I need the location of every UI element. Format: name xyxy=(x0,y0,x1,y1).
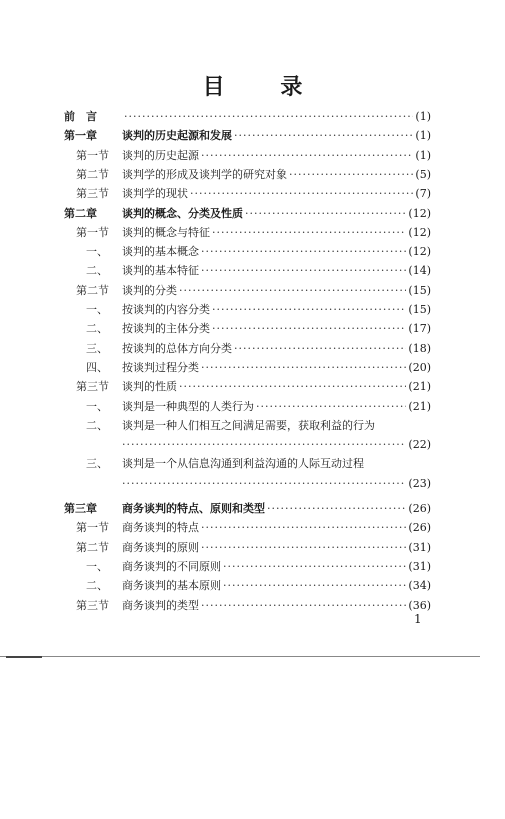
toc-entry-label: 第三节 xyxy=(76,187,109,201)
toc-entry-continuation xyxy=(122,475,431,493)
toc-entry[interactable] xyxy=(64,262,431,280)
toc-entry-title: 谈判的基本概念 xyxy=(122,245,199,259)
toc-entry-label: 第一节 xyxy=(76,225,109,239)
page-bottom-rule xyxy=(0,656,480,657)
toc-entry-label: 一、 xyxy=(86,303,108,316)
toc-entry-title: 按谈判的内容分类 xyxy=(122,303,210,316)
toc-entry-page: (12) xyxy=(408,245,431,259)
toc-entry[interactable] xyxy=(64,301,431,319)
toc-entry[interactable] xyxy=(64,455,431,473)
toc-entry-page: (17) xyxy=(408,322,431,336)
leader-dots xyxy=(212,224,406,242)
toc-entry-title: 商务谈判的原则 xyxy=(122,540,199,554)
leader-dots xyxy=(245,205,406,223)
toc-entry-page: (31) xyxy=(408,559,431,573)
toc-entry-title: 商务谈判的特点、原则和类型 xyxy=(122,502,265,515)
toc-entry[interactable] xyxy=(64,320,431,338)
toc-entry[interactable] xyxy=(64,500,431,518)
toc-entry-label: 第二节 xyxy=(76,540,109,554)
leader-dots xyxy=(201,597,406,615)
toc-entry[interactable] xyxy=(64,127,431,145)
toc-entry-title: 谈判是一个从信息沟通到利益沟通的人际互动过程 xyxy=(122,457,364,471)
toc-entry-page: (15) xyxy=(408,303,431,316)
toc-entry-title: 商务谈判的特点 xyxy=(122,521,199,535)
toc-entry-continuation xyxy=(122,436,431,454)
toc-entry-page: (14) xyxy=(408,264,431,278)
toc-entry[interactable] xyxy=(64,185,431,203)
toc-entry-label: 二、 xyxy=(86,264,108,278)
toc-entry-page: (34) xyxy=(408,579,431,593)
toc-entry-label: 第三章 xyxy=(64,502,97,515)
toc-entry-label: 三、 xyxy=(86,341,108,355)
leader-dots xyxy=(267,500,406,518)
toc-entry-page: (5) xyxy=(415,167,431,181)
toc-entry-title: 谈判学的现状 xyxy=(122,187,188,201)
toc-entry[interactable] xyxy=(64,166,431,184)
leader-dots xyxy=(201,359,406,377)
toc-entry[interactable] xyxy=(64,108,431,126)
toc-entry-title: 谈判学的形成及谈判学的研究对象 xyxy=(122,167,287,181)
toc-entry-title: 谈判的历史起源 xyxy=(122,148,199,162)
leader-dots xyxy=(179,378,406,396)
toc-entry-label: 一、 xyxy=(86,245,108,259)
toc-entry[interactable] xyxy=(64,577,431,595)
toc-entry-page: (36) xyxy=(408,598,431,612)
leader-dots xyxy=(201,539,406,557)
toc-entry-title: 谈判是一种人们相互之间满足需要，获取利益的行为 xyxy=(122,418,375,432)
toc-entry[interactable] xyxy=(64,539,431,557)
toc-entry-page: (15) xyxy=(408,283,431,297)
toc-entry-page: (20) xyxy=(408,360,431,374)
toc-entry-page: (12) xyxy=(408,225,431,239)
toc-entry[interactable] xyxy=(64,378,431,396)
toc-entry-page: (1) xyxy=(415,110,431,123)
toc-entry-page: (23) xyxy=(408,476,431,490)
toc-entry-title: 谈判的历史起源和发展 xyxy=(122,129,232,143)
leader-dots xyxy=(122,475,406,493)
toc-entry[interactable] xyxy=(64,243,431,261)
toc-entry[interactable] xyxy=(64,417,431,435)
toc-entry-title: 按谈判的总体方向分类 xyxy=(122,341,232,355)
toc-entry-page: (22) xyxy=(408,438,431,452)
toc-entry-label: 四、 xyxy=(86,360,108,374)
toc-entry-label: 第二章 xyxy=(64,206,97,220)
leader-dots xyxy=(256,398,406,416)
toc-entry-page: (7) xyxy=(415,187,431,201)
page-title: 目 录 xyxy=(202,75,327,100)
toc-entry-page: (18) xyxy=(408,341,431,355)
toc-entry-title: 按谈判的主体分类 xyxy=(122,322,210,336)
toc-entry-label: 二、 xyxy=(86,418,108,432)
leader-dots xyxy=(201,519,406,537)
leader-dots xyxy=(223,558,406,576)
toc-entry[interactable] xyxy=(64,224,431,242)
toc-entry-page: (12) xyxy=(408,206,431,220)
toc-entry-label: 三、 xyxy=(86,457,108,471)
toc-entry-page: (26) xyxy=(408,502,431,515)
toc-entry-title: 商务谈判的不同原则 xyxy=(122,559,221,573)
toc-entry-page: (21) xyxy=(408,399,431,413)
leader-dots xyxy=(190,185,413,203)
toc-entry[interactable] xyxy=(64,359,431,377)
toc-entry-title: 谈判的分类 xyxy=(122,283,177,297)
toc-entry-page: (1) xyxy=(415,129,431,143)
toc-entry-label: 第一节 xyxy=(76,148,109,162)
toc-entry[interactable] xyxy=(64,597,431,615)
toc-entry[interactable] xyxy=(64,398,431,416)
toc-entry-title: 谈判的性质 xyxy=(122,380,177,394)
leader-dots xyxy=(289,166,413,184)
toc-entry-title: 谈判是一种典型的人类行为 xyxy=(122,399,254,413)
toc-entry-label: 第一节 xyxy=(76,521,109,535)
leader-dots xyxy=(124,108,413,126)
toc-entry[interactable] xyxy=(64,205,431,223)
leader-dots xyxy=(223,577,406,595)
toc-entry-label: 前 言 xyxy=(64,110,97,123)
page-number: 1 xyxy=(414,612,422,626)
toc-entry-title: 按谈判过程分类 xyxy=(122,360,199,374)
toc-entry[interactable] xyxy=(64,340,431,358)
toc-entry-label: 一、 xyxy=(86,559,108,573)
leader-dots xyxy=(201,243,406,261)
toc-entry-label: 二、 xyxy=(86,579,108,593)
toc-entry[interactable] xyxy=(64,519,431,537)
leader-dots xyxy=(122,436,406,454)
toc-entry-title: 谈判的基本特征 xyxy=(122,264,199,278)
leader-dots xyxy=(201,262,406,280)
leader-dots xyxy=(179,282,406,300)
toc-entry-title: 谈判的概念、分类及性质 xyxy=(122,206,243,220)
toc-entry-page: (1) xyxy=(415,148,431,162)
toc-entry[interactable] xyxy=(64,147,431,165)
toc-entry-label: 一、 xyxy=(86,399,108,413)
toc-entry-page: (31) xyxy=(408,540,431,554)
toc-entry-label: 第二节 xyxy=(76,167,109,181)
toc-entry-label: 第二节 xyxy=(76,283,109,297)
toc-entry-title: 商务谈判的类型 xyxy=(122,598,199,612)
page-edge-mark xyxy=(6,656,42,658)
toc-entry-label: 第三节 xyxy=(76,380,109,394)
toc-entry[interactable] xyxy=(64,282,431,300)
leader-dots xyxy=(212,301,406,319)
leader-dots xyxy=(212,320,406,338)
toc-entry-label: 二、 xyxy=(86,322,108,336)
toc-entry-title: 商务谈判的基本原则 xyxy=(122,579,221,593)
toc-entry-title: 谈判的概念与特征 xyxy=(122,225,210,239)
toc-entry-label: 第三节 xyxy=(76,598,109,612)
toc-entry-label: 第一章 xyxy=(64,129,97,143)
toc-entry-page: (26) xyxy=(408,521,431,535)
toc-entry[interactable] xyxy=(64,558,431,576)
leader-dots xyxy=(234,127,413,145)
toc-entry-page: (21) xyxy=(408,380,431,394)
leader-dots xyxy=(201,147,413,165)
leader-dots xyxy=(234,340,406,358)
